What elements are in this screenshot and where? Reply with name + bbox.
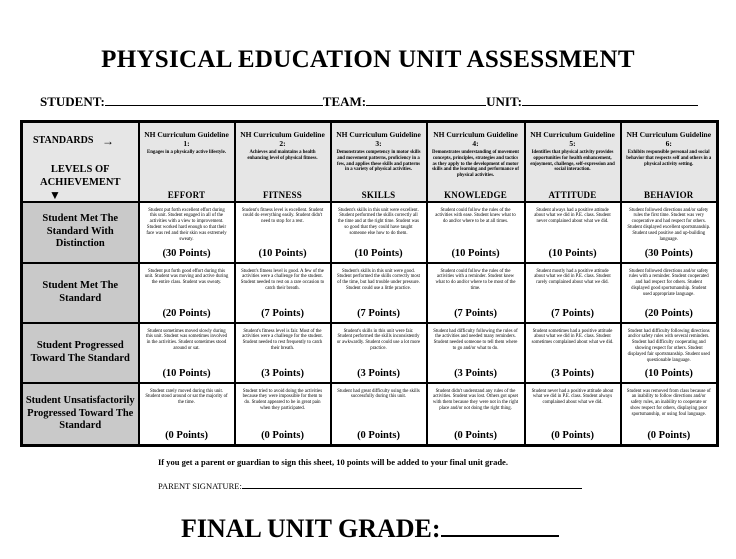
rubric-cell xyxy=(235,383,331,446)
final-unit-grade xyxy=(181,513,559,544)
cell-description: Student's fitness level is excellent. Student could do everything easily. Student didn't need to stop for a rest. xyxy=(241,207,324,225)
cell-points: (7 Points) xyxy=(261,307,304,319)
cell-description: Student was removed from class because of an inability to follow directions and/or safety rules, an inability to cooperate or show respect for others, displaying poor sportsmanship, or using foul language. xyxy=(626,388,711,418)
cell-description: Student sometimes had a positive attitude about what we did in P.E. class. Student sometimes complained about what we did. xyxy=(531,328,614,346)
rubric-cell xyxy=(525,323,621,383)
cell-description: Student's fitness level is good. A few of the activities were a challenge for the student. Student needed to rest on a rare occasion to catch their breath. xyxy=(240,268,325,292)
table-row xyxy=(22,202,718,263)
cell-points: (0 Points) xyxy=(551,430,594,441)
cell-points: (0 Points) xyxy=(647,430,691,441)
student-name-field[interactable] xyxy=(105,93,323,106)
guideline-description: Exhibits responsible personal and social behavior that respects self and others in a physical activity setting. xyxy=(626,150,712,167)
cell-points: (20 Points) xyxy=(162,307,211,319)
cell-description: Student tried to avoid doing the activities because they were impossible for them to do. Student appeared to be in great pain when they participated. xyxy=(242,388,323,412)
cell-description: Student followed directions and/or safety rules the first time. Student was very cooperative and had respect for others. Student displayed excellent sportsmanship. Student used positive and up-building language. xyxy=(627,207,711,243)
header-row xyxy=(22,122,718,202)
rubric-cell xyxy=(621,202,718,263)
rubric-cell xyxy=(139,323,235,383)
cell-points: (20 Points) xyxy=(644,307,693,319)
guideline-description: Demonstrates understanding of movement concepts, principles, strategies and tactics as they apply to the development of motor skills and the learning and performance of physical activities. xyxy=(431,150,519,179)
column-header-effort xyxy=(139,122,235,202)
cell-description: Student's skills in this unit were excellent. Student performed the skills correctly all the time and at the right time. Student was so good that they could have taught someone else how to do them. xyxy=(337,207,420,237)
student-info-line xyxy=(40,93,720,110)
guideline-title: NH Curriculum Guideline 3: xyxy=(336,130,421,148)
column-header-attitude xyxy=(525,122,621,202)
cell-description: Student followed directions and/or safety rules with a reminder. Student cooperated and had respect for others. Student displayed good sportsmanship. Student used appropriate language. xyxy=(628,268,709,298)
guideline-title: NH Curriculum Guideline 1: xyxy=(144,130,229,148)
team-field[interactable] xyxy=(366,93,486,106)
page-title: PHYSICAL EDUCATION UNIT ASSESSMENT xyxy=(101,46,635,73)
cell-points: (30 Points) xyxy=(644,247,693,259)
level-label-unsatisfactory: Student Unsatisfactorily Progressed Toward The Standard xyxy=(22,383,139,446)
rubric-cell xyxy=(621,323,718,383)
parent-signature-note: If you get a parent or guardian to sign this sheet, 10 points will be added to your final unit grade. xyxy=(158,457,508,467)
category-label: SKILLS xyxy=(361,189,396,200)
cell-points: (30 Points) xyxy=(162,247,211,259)
arrow-right-icon: → xyxy=(102,134,114,148)
cell-description: Student mostly had a positive attitude about what we did in P.E. class. Student rarely complained about what we did. xyxy=(534,268,611,286)
arrow-down-icon: ▼ xyxy=(49,188,61,202)
cell-description: Student had difficulty following directions and/or safety rules with several reminders. Student had difficulty cooperating and showing respect for others. Student displayed fair sportsmanship. Student used questionable language. xyxy=(627,328,710,364)
column-header-skills xyxy=(331,122,427,202)
rubric-cell xyxy=(331,323,427,383)
cell-points: (10 Points) xyxy=(258,247,307,259)
category-label: EFFORT xyxy=(167,189,206,200)
rubric-cell xyxy=(427,383,525,446)
cell-description: Student's skills in this unit were fair. Student performed the skills inconsistently or awkwardly. Student could use a lot more practice. xyxy=(336,328,421,352)
cell-points: (3 Points) xyxy=(357,367,400,379)
rubric-cell xyxy=(621,383,718,446)
level-label-progressed: Student Progressed Toward The Standard xyxy=(22,323,139,383)
cell-points: (10 Points) xyxy=(548,247,597,259)
rubric-cell xyxy=(139,202,235,263)
cell-description: Student rarely moved during this unit. Student stood around or sat the majority of the time. xyxy=(145,388,228,406)
rubric-cell xyxy=(235,202,331,263)
cell-points: (0 Points) xyxy=(454,430,497,441)
unit-field[interactable] xyxy=(522,93,698,106)
level-label-met: Student Met The Standard xyxy=(22,263,139,323)
cell-description: Student could follow the rules of the activities with a reminder. Student knew what to do and/or where to be most of the time. xyxy=(435,268,516,292)
standards-levels-corner xyxy=(22,122,139,202)
cell-points: (7 Points) xyxy=(357,307,400,319)
cell-points: (0 Points) xyxy=(261,430,304,441)
rubric-cell xyxy=(235,263,331,323)
cell-points: (7 Points) xyxy=(454,307,497,319)
cell-points: (7 Points) xyxy=(551,307,594,319)
cell-points: (0 Points) xyxy=(165,430,208,441)
rubric-cell xyxy=(525,202,621,263)
levels-of-achievement-label: LEVELS OF ACHIEVEMENT xyxy=(39,164,121,188)
rubric-cell xyxy=(525,383,621,446)
category-label: ATTITUDE xyxy=(548,189,597,200)
category-label: FITNESS xyxy=(263,189,302,200)
table-row xyxy=(22,383,718,446)
cell-description: Student put forth excellent effort during this unit. Student engaged in all of the activities with a view to improvement. Student worked hard enough so that their face was red and their skin was extremely sweaty. xyxy=(146,207,227,243)
cell-description: Student never had a positive attitude about what we did in P.E. class. Student always complained about what we did. xyxy=(531,388,614,406)
assessment-rubric-table xyxy=(20,120,719,447)
guideline-title: NH Curriculum Guideline 5: xyxy=(530,130,615,148)
guideline-title: NH Curriculum Guideline 6: xyxy=(626,130,712,148)
rubric-cell xyxy=(621,263,718,323)
parent-signature-label: PARENT SIGNATURE: xyxy=(158,481,242,491)
category-label: BEHAVIOR xyxy=(644,189,694,200)
column-header-knowledge xyxy=(427,122,525,202)
rubric-cell xyxy=(427,263,525,323)
unit-label: UNIT: xyxy=(486,94,522,109)
category-label: KNOWLEDGE xyxy=(444,189,507,200)
cell-points: (10 Points) xyxy=(644,367,693,379)
cell-points: (0 Points) xyxy=(357,430,400,441)
guideline-title: NH Curriculum Guideline 4: xyxy=(433,130,518,148)
rubric-cell xyxy=(427,323,525,383)
cell-description: Student's fitness level is fair. Most of the activities were a challenge for the student. Student needed to rest frequently to catch their breath. xyxy=(242,328,323,352)
rubric-cell xyxy=(525,263,621,323)
rubric-cell xyxy=(235,323,331,383)
table-row xyxy=(22,323,718,383)
column-header-fitness xyxy=(235,122,331,202)
cell-points: (3 Points) xyxy=(551,367,594,379)
student-label: STUDENT: xyxy=(40,94,105,109)
guideline-description: Identifies that physical activity provides opportunities for health enhancement, enjoyment, challenge, self-expression and social interaction. xyxy=(530,150,615,173)
cell-description: Student put forth good effort during this unit. Student was moving and active during the entire class. Student was sweaty. xyxy=(144,268,229,286)
rubric-cell xyxy=(139,263,235,323)
cell-description: Student's skills in this unit were good. Student performed the skills correctly most of the time, but had trouble under pressure. Student could use a little practice. xyxy=(337,268,420,292)
parent-signature-line xyxy=(158,480,582,491)
cell-description: Student didn't understand any rules of the activities. Student was lost. Others got upset with them because they were not in the right place and/or not doing the right thing. xyxy=(432,388,519,412)
cell-description: Student could follow the rules of the activities with ease. Student knew what to do and/or where to be at all times. xyxy=(435,207,516,225)
cell-points: (10 Points) xyxy=(354,247,403,259)
table-row xyxy=(22,263,718,323)
final-grade-label: FINAL UNIT GRADE: xyxy=(181,514,441,543)
rubric-cell xyxy=(331,263,427,323)
rubric-cell xyxy=(331,383,427,446)
final-grade-field[interactable] xyxy=(441,513,559,537)
cell-description: Student sometimes moved slowly during this unit. Student was sometimes involved in the activities. Student sometimes stood around or sat. xyxy=(145,328,227,352)
guideline-description: Achieves and maintains a health enhancing level of physical fitness. xyxy=(247,150,318,161)
guideline-description: Demonstrates competency in motor skills and movement patterns, proficiency in a few, and applies these skills and patterns in a variety of physical activities. xyxy=(336,150,421,173)
cell-points: (10 Points) xyxy=(162,367,211,379)
rubric-cell xyxy=(427,202,525,263)
guideline-description: Engages in a physically active lifestyle. xyxy=(147,150,226,155)
standards-label: STANDARDS xyxy=(33,135,94,146)
column-header-behavior xyxy=(621,122,718,202)
parent-signature-field[interactable] xyxy=(242,480,582,489)
rubric-cell xyxy=(139,383,235,446)
cell-description: Student had difficulty following the rules of the activities and needed many reminders. Student needed someone to tell them where to go and/or what to do. xyxy=(433,328,518,352)
cell-points: (3 Points) xyxy=(454,367,497,379)
guideline-title: NH Curriculum Guideline 2: xyxy=(240,130,325,148)
cell-description: Student always had a positive attitude about what we did in P.E. class. Student never complained about what we did. xyxy=(534,207,611,225)
cell-description: Student had great difficulty using the skills successfully during this unit. xyxy=(337,388,420,400)
level-label-distinction: Student Met The Standard With Distinction xyxy=(22,202,139,263)
cell-points: (3 Points) xyxy=(261,367,304,379)
rubric-cell xyxy=(331,202,427,263)
team-label: TEAM: xyxy=(322,94,367,109)
cell-points: (10 Points) xyxy=(451,247,500,259)
